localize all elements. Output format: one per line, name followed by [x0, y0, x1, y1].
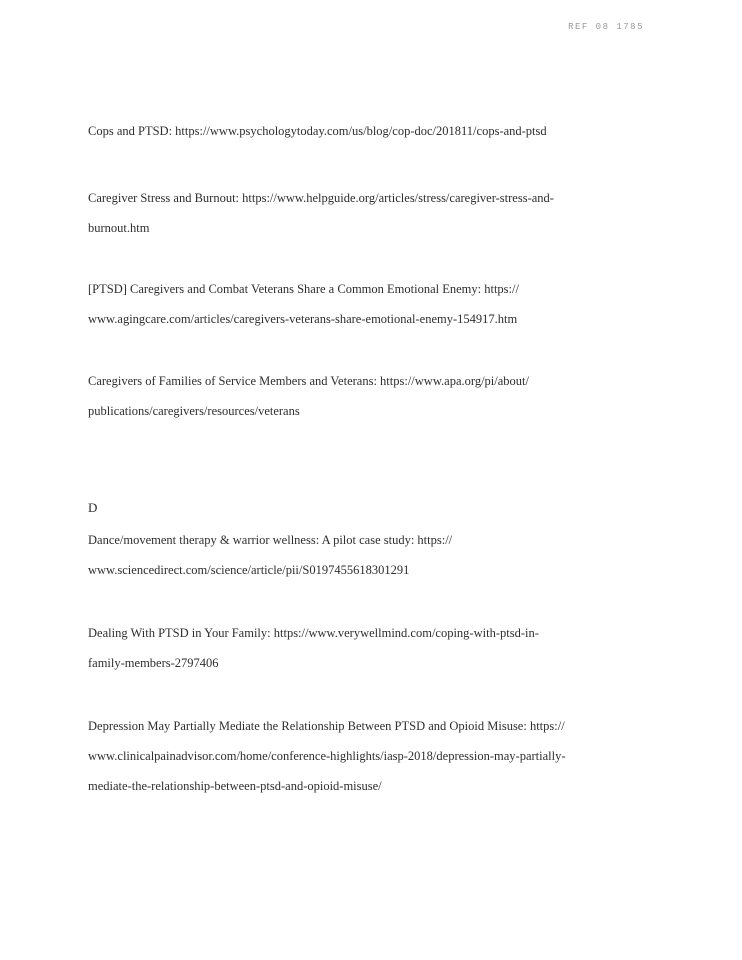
- reference-line: family-members-2797406: [88, 656, 219, 670]
- reference-line: Cops and PTSD: https://www.psychologytoday.com/us/blog/cop-doc/201811/cops-and-ptsd: [88, 124, 547, 138]
- reference-line: Dealing With PTSD in Your Family: https://www.verywellmind.com/coping-with-ptsd-in-: [88, 626, 539, 640]
- page-stamp: REF 08 1785: [568, 22, 644, 32]
- reference-entry: [88, 183, 658, 243]
- reference-line: Caregivers of Families of Service Members and Veterans: https://www.apa.org/pi/about/: [88, 374, 529, 388]
- reference-entry: [88, 274, 658, 334]
- reference-line: www.sciencedirect.com/science/article/pii/S0197455618301291: [88, 563, 410, 577]
- reference-entry: [88, 525, 658, 585]
- section-letter: D: [88, 500, 98, 515]
- reference-line: burnout.htm: [88, 221, 150, 235]
- reference-line: Caregiver Stress and Burnout: https://www.helpguide.org/articles/stress/caregiver-stress-and-: [88, 191, 554, 205]
- reference-line: Depression May Partially Mediate the Relationship Between PTSD and Opioid Misuse: https://: [88, 719, 565, 733]
- reference-line: mediate-the-relationship-between-ptsd-and-opioid-misuse/: [88, 779, 382, 793]
- reference-line: www.agingcare.com/articles/caregivers-veterans-share-emotional-enemy-154917.htm: [88, 312, 518, 326]
- reference-line: publications/caregivers/resources/veterans: [88, 404, 300, 418]
- reference-entry: [88, 618, 658, 678]
- reference-entry: [88, 116, 658, 146]
- reference-line: [PTSD] Caregivers and Combat Veterans Share a Common Emotional Enemy: https://: [88, 282, 519, 296]
- reference-line: Dance/movement therapy & warrior wellness: A pilot case study: https://: [88, 533, 453, 547]
- reference-entry: [88, 366, 658, 426]
- reference-line: www.clinicalpainadvisor.com/home/conference-highlights/iasp-2018/depression-may-partially-: [88, 749, 566, 763]
- reference-entry: [88, 711, 658, 801]
